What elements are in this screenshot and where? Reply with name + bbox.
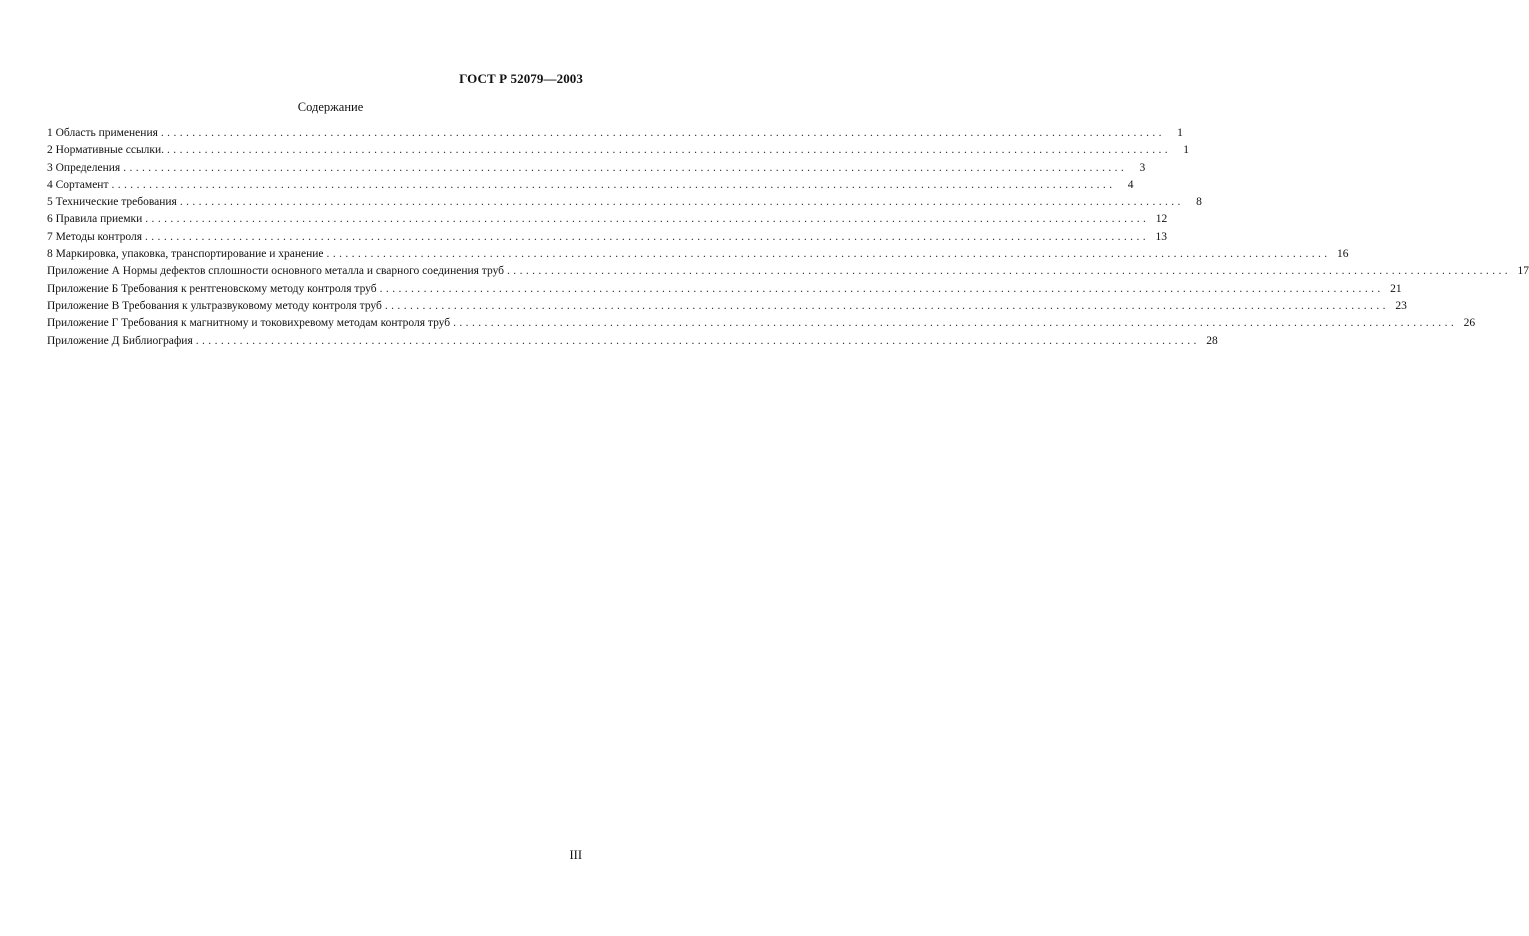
toc-entry-1[interactable] xyxy=(47,125,1183,142)
toc-entry-5[interactable] xyxy=(47,194,1202,211)
toc-entry-label: Приложение А Нормы дефектов сплошности основного металла и сварного соединения труб xyxy=(47,265,505,278)
toc-entry-page: 13 xyxy=(1155,230,1167,243)
toc-entry-page: 16 xyxy=(1337,248,1349,261)
toc-entry-label: Приложение Г Требования к магнитному и токовихревому методам контроля труб xyxy=(47,317,451,330)
dot-leader: ................................................................................................................................................................ xyxy=(453,317,1458,330)
toc-entry-4[interactable] xyxy=(47,177,1134,194)
toc-entry-page: 23 xyxy=(1395,299,1407,312)
toc-entry-page: 4 xyxy=(1127,178,1134,191)
toc-entry-6[interactable] xyxy=(47,211,1168,228)
toc-entry-3[interactable] xyxy=(47,160,1146,177)
table-of-contents xyxy=(47,125,1529,350)
toc-entry-appendix-g[interactable] xyxy=(47,315,1476,332)
toc-entry-2[interactable] xyxy=(47,142,1190,159)
toc-entry-appendix-v[interactable] xyxy=(47,298,1407,315)
toc-entry-label: Приложение Б Требования к рентгеновскому методу контроля труб xyxy=(47,282,377,295)
toc-entry-8[interactable] xyxy=(47,246,1349,263)
dot-leader: ................................................................................................................................................................ xyxy=(379,282,1384,295)
dot-leader: ................................................................................................................................................................ xyxy=(145,213,1150,226)
toc-entry-page: 21 xyxy=(1390,282,1402,295)
dot-leader: ................................................................................................................................................................ xyxy=(507,265,1512,278)
dot-leader: ................................................................................................................................................................ xyxy=(195,334,1200,347)
toc-entry-label: 5 Технические требования xyxy=(47,196,177,209)
toc-entry-label: 4 Сортамент xyxy=(47,178,109,191)
toc-entry-appendix-a[interactable] xyxy=(47,263,1529,280)
dot-leader: ................................................................................................................................................................ xyxy=(326,248,1331,261)
toc-entry-label: 1 Область применения xyxy=(47,127,158,139)
toc-entry-label: 3 Определения xyxy=(47,161,121,174)
toc-entry-page: 8 xyxy=(1196,196,1202,209)
dot-leader: ................................................................................................................................................................ xyxy=(145,230,1149,243)
toc-entry-page: 3 xyxy=(1139,161,1146,174)
toc-entry-appendix-d[interactable] xyxy=(47,333,1218,350)
toc-entry-label: 7 Методы контроля xyxy=(47,230,142,243)
toc-entry-page: 12 xyxy=(1155,213,1168,226)
toc-entry-label: 6 Правила приемки xyxy=(47,213,143,226)
toc-entry-label: Приложение Д Библиография xyxy=(47,334,193,347)
page-number: III xyxy=(569,848,582,862)
dot-leader: ................................................................................................................................................................ xyxy=(123,161,1128,174)
toc-entry-label: 8 Маркировка, упаковка, транспортирование и хранение xyxy=(47,248,324,261)
toc-title: Содержание xyxy=(297,100,364,114)
toc-entry-label: Приложение В Требования к ультразвуковому методу контроля труб xyxy=(47,299,382,312)
toc-entry-7[interactable] xyxy=(47,229,1167,246)
toc-entry-page: 26 xyxy=(1463,317,1476,330)
toc-entry-page: 28 xyxy=(1206,334,1218,347)
toc-entry-page: 1 xyxy=(1183,144,1190,157)
dot-leader: ................................................................................................................................................................ xyxy=(167,144,1172,157)
document-code: ГОСТ Р 52079—2003 xyxy=(459,71,583,86)
toc-entry-page: 17 xyxy=(1517,265,1529,278)
toc-entry-label: 2 Нормативные ссылки. xyxy=(47,144,165,157)
toc-entry-appendix-b[interactable] xyxy=(47,281,1402,298)
toc-entry-page: 1 xyxy=(1177,127,1183,139)
dot-leader: ................................................................................................................................................................ xyxy=(179,196,1184,209)
dot-leader: ................................................................................................................................................................ xyxy=(160,127,1165,139)
dot-leader: ................................................................................................................................................................ xyxy=(384,299,1389,312)
dot-leader: ................................................................................................................................................................ xyxy=(111,178,1116,191)
